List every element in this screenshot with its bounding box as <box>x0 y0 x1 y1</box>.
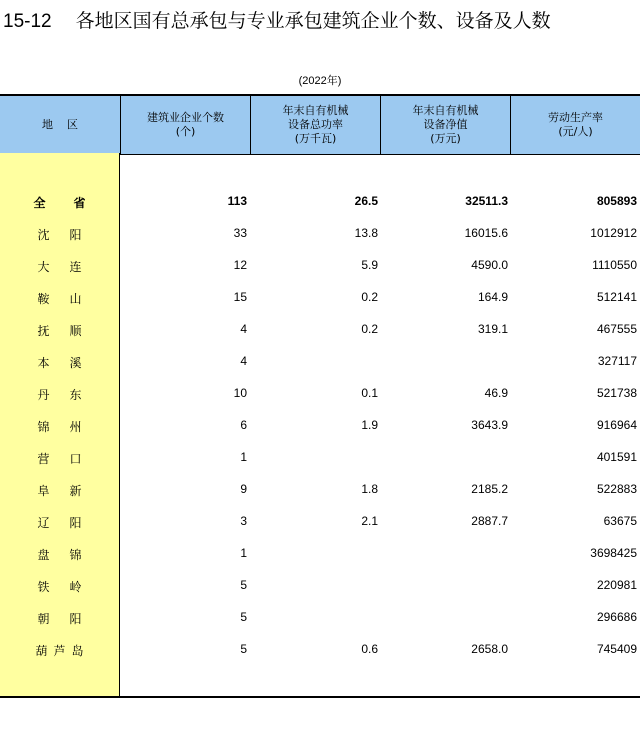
cell-c1: 6 <box>240 418 247 432</box>
cell-c2: 13.8 <box>354 226 378 240</box>
region-name: 本溪 <box>37 356 102 370</box>
region-name: 丹东 <box>37 388 102 402</box>
cell-c1: 15 <box>233 290 247 304</box>
cell-c2: 0.1 <box>361 386 378 400</box>
cell-c4: 220981 <box>596 578 637 592</box>
cell-c3: 32511.3 <box>465 194 508 208</box>
table-row <box>0 226 640 246</box>
cell-c1: 4 <box>240 322 247 336</box>
region-name: 盘锦 <box>37 548 102 562</box>
cell-c4: 63675 <box>603 514 637 528</box>
header-labor-productivity <box>510 96 640 154</box>
header-line: 设备总功率 <box>288 118 343 131</box>
cell-c4: 916964 <box>596 418 637 432</box>
header-line: 设备净值 <box>423 118 468 131</box>
region-name: 锦州 <box>37 420 102 434</box>
header-line: (元/人) <box>558 125 593 138</box>
header-region-label: 地 区 <box>42 118 78 131</box>
cell-c4: 521738 <box>596 386 637 400</box>
table-row <box>0 386 640 406</box>
header-line: (万元) <box>430 132 461 145</box>
cell-c1: 3 <box>240 514 247 528</box>
cell-c4: 512141 <box>596 290 637 304</box>
cell-c4: 327117 <box>597 354 637 368</box>
cell-c4: 401591 <box>596 450 637 464</box>
header-line: 建筑业企业个数 <box>147 111 224 124</box>
page-title <box>3 6 551 33</box>
cell-c4: 745409 <box>596 642 637 656</box>
header-line: (个) <box>175 125 196 138</box>
cell-c4: 522883 <box>596 482 637 496</box>
region-name: 沈阳 <box>37 228 102 242</box>
region-name: 抚顺 <box>37 324 102 338</box>
region-name: 大连 <box>37 260 102 274</box>
cell-c3: 16015.6 <box>464 226 508 240</box>
header-line: 年末自有机械 <box>412 104 479 117</box>
region-name: 阜新 <box>37 484 102 498</box>
cell-c4: 296686 <box>596 610 637 624</box>
cell-c4: 467555 <box>596 322 637 336</box>
region-name: 朝阳 <box>37 612 102 626</box>
table-row <box>0 290 640 310</box>
table-row <box>0 514 640 534</box>
cell-c1: 1 <box>240 546 247 560</box>
cell-c1: 5 <box>240 610 247 624</box>
cell-c1: 113 <box>227 194 247 208</box>
table-row <box>0 642 640 662</box>
cell-c4: 1012912 <box>590 226 637 240</box>
table-row-total <box>0 194 640 214</box>
header-line: (万千瓦) <box>294 132 337 145</box>
table-row <box>0 322 640 342</box>
region-name: 辽阳 <box>37 516 102 530</box>
cell-c4: 3698425 <box>590 546 637 560</box>
cell-c4: 1110550 <box>592 258 637 272</box>
cell-c3: 2658.0 <box>471 642 508 656</box>
cell-c2: 0.2 <box>361 290 378 304</box>
cell-c1: 5 <box>240 578 247 592</box>
cell-c1: 4 <box>240 354 247 368</box>
header-machinery-power <box>250 96 380 154</box>
cell-c3: 3643.9 <box>471 418 508 432</box>
cell-c3: 2887.7 <box>471 514 508 528</box>
cell-c1: 9 <box>240 482 247 496</box>
cell-c2: 2.1 <box>361 514 378 528</box>
cell-c3: 2185.2 <box>471 482 508 496</box>
cell-c4: 805893 <box>596 194 637 208</box>
header-machinery-value <box>380 96 510 154</box>
table-bottom-border <box>0 696 640 698</box>
table-row <box>0 418 640 438</box>
table-row <box>0 450 640 470</box>
region-name: 铁岭 <box>37 580 102 594</box>
cell-c2: 0.6 <box>361 642 378 656</box>
table-number: 15-12 <box>3 11 52 32</box>
cell-c1: 10 <box>233 386 247 400</box>
table-row <box>0 482 640 502</box>
table-row <box>0 578 640 598</box>
table-title: 各地区国有总承包与专业承包建筑企业个数、设备及人数 <box>75 10 551 32</box>
cell-c3: 46.9 <box>484 386 508 400</box>
cell-c2: 5.9 <box>361 258 378 272</box>
region-name: 葫芦岛 <box>35 644 90 658</box>
table-header <box>0 94 640 155</box>
cell-c2: 1.8 <box>361 482 378 496</box>
table-row <box>0 258 640 278</box>
cell-c2: 0.2 <box>361 322 378 336</box>
region-name: 鞍山 <box>37 292 102 306</box>
header-region <box>0 96 120 154</box>
header-enterprise-count <box>120 96 250 154</box>
cell-c1: 12 <box>233 258 247 272</box>
cell-c3: 4590.0 <box>471 258 508 272</box>
region-name: 营口 <box>37 452 102 466</box>
cell-c3: 319.1 <box>477 322 508 336</box>
table-row <box>0 546 640 566</box>
header-line: 劳动生产率 <box>548 111 603 124</box>
cell-c3: 164.9 <box>477 290 508 304</box>
cell-c1: 5 <box>240 642 247 656</box>
cell-c2: 1.9 <box>361 418 378 432</box>
cell-c1: 1 <box>240 450 247 464</box>
cell-c1: 33 <box>233 226 247 240</box>
table-row <box>0 354 640 374</box>
table-row <box>0 610 640 630</box>
year-label: (2022年) <box>298 75 342 87</box>
cell-c2: 26.5 <box>354 194 378 208</box>
header-line: 年末自有机械 <box>282 104 349 117</box>
region-name: 全省 <box>33 196 114 210</box>
